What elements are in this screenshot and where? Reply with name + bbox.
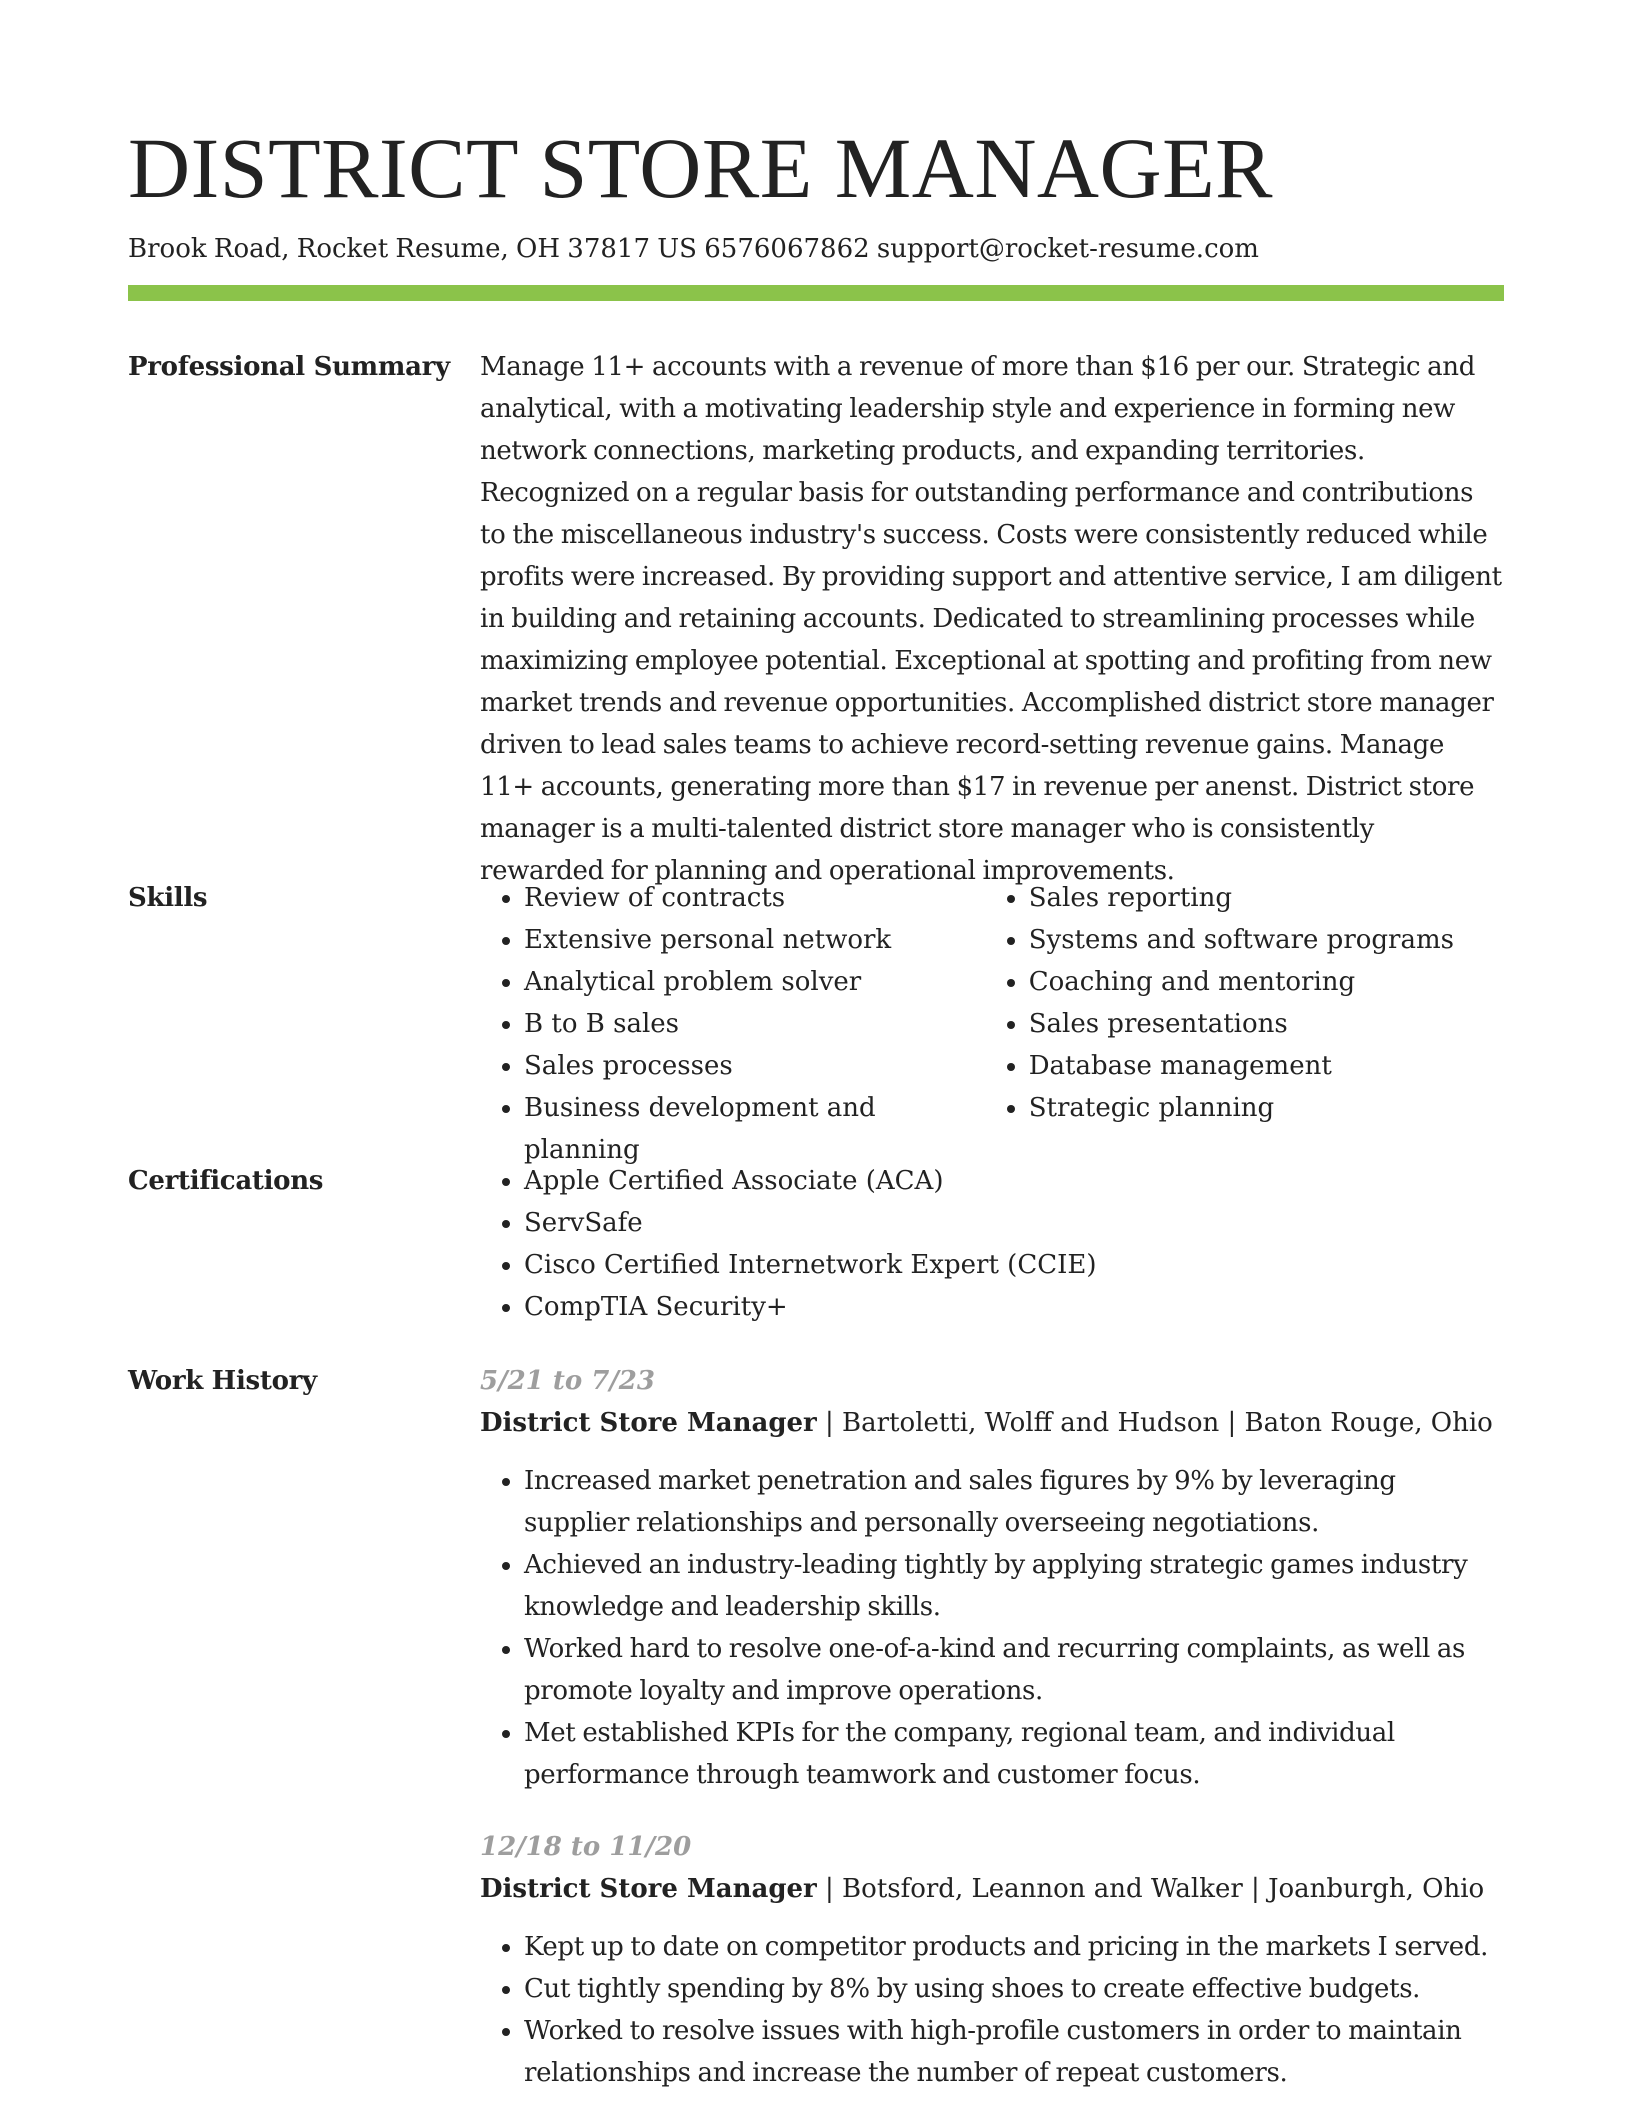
skill-item: • Sales processes (524, 1045, 985, 1087)
job-bullets (480, 1926, 1504, 2094)
certifications-list (480, 1160, 1504, 1328)
skill-item: • Extensive personal network (524, 919, 985, 961)
job-bullet: • Cut tightly spending by 8% by using shoes to create effective budgets. (524, 1968, 1504, 2010)
job-bullets (480, 1460, 1504, 1796)
section-label-skills: Skills (128, 883, 208, 913)
certification-item: • CompTIA Security+ (524, 1286, 1504, 1328)
skill-item: • Database management (1029, 1045, 1504, 1087)
header-divider (128, 285, 1504, 301)
job-bullet: • Kept up to date on competitor products and pricing in the markets I served. (524, 1926, 1504, 1968)
job-bullet: • Increased market penetration and sales figures by 9% by leveraging supplier relationships and personally overseeing negotiations. (524, 1460, 1504, 1544)
skills-list-left (480, 877, 985, 1171)
job-bullet: • Worked to resolve issues with high-profile customers in order to maintain relationships and increase the number of repeat customers. (524, 2010, 1504, 2094)
page-title: DISTRICT STORE MANAGER (128, 120, 1274, 216)
job-bullet: • Met established KPIs for the company, regional team, and individual performance through teamwork and customer focus. (524, 1712, 1504, 1796)
section-label-certifications: Certifications (128, 1166, 324, 1196)
job-dates: 5/21 to 7/23 (480, 1366, 655, 1396)
skill-item: • Strategic planning (1029, 1087, 1504, 1129)
certification-item: • Apple Certified Associate (ACA) (524, 1160, 1504, 1202)
job-entry (480, 1826, 1504, 2094)
job-details: | Bartoletti, Wolff and Hudson | Baton Rouge, Ohio (816, 1408, 1493, 1438)
job-details: | Botsford, Leannon and Walker | Joanburgh, Ohio (816, 1874, 1485, 1904)
job-dates: 12/18 to 11/20 (480, 1832, 692, 1862)
skill-item: • Sales presentations (1029, 1003, 1504, 1045)
skill-item: • Sales reporting (1029, 877, 1504, 919)
skills-list-right (985, 877, 1504, 1171)
skill-item: • Systems and software programs (1029, 919, 1504, 961)
skill-item: • Business development and planning (524, 1087, 985, 1171)
job-title: District Store Manager (480, 1408, 817, 1438)
job-heading (480, 1868, 1504, 1910)
skill-item: • Coaching and mentoring (1029, 961, 1504, 1003)
certification-item: • Cisco Certified Internetwork Expert (CCIE) (524, 1244, 1504, 1286)
section-label-summary: Professional Summary (128, 352, 450, 382)
summary-text: Manage 11+ accounts with a revenue of more than $16 per our. Strategic and analytical, with a motivating leadership style and experience in forming new network connections, marketing products, and expanding territories. Recognized on a regular basis for outstanding performance and contributions to the miscellaneous industry's success. Costs were consistently reduced while profits were increased. By providing support and attentive service, I am diligent in building and retaining accounts. Dedicated to streamlining processes while maximizing employee potential. Exceptional at spotting and profiting from new market trends and revenue opportunities. Accomplished district store manager driven to lead sales teams to achieve record-setting revenue gains. Manage 11+ accounts, generating more than $17 in revenue per anenst. District store manager is a multi-talented district store manager who is consistently rewarded for planning and operational improvements. (480, 352, 1502, 886)
skill-item: • Review of contracts (524, 877, 985, 919)
certification-item: • ServSafe (524, 1202, 1504, 1244)
job-bullet: • Achieved an industry-leading tightly by applying strategic games industry knowledge and leadership skills. (524, 1544, 1504, 1628)
skill-item: • Analytical problem solver (524, 961, 985, 1003)
job-title: District Store Manager (480, 1874, 817, 1904)
skill-item: • B to B sales (524, 1003, 985, 1045)
contact-info: Brook Road, Rocket Resume, OH 37817 US 6576067862 support@rocket-resume.com (128, 234, 1259, 264)
job-heading (480, 1402, 1504, 1444)
section-label-work-history: Work History (128, 1366, 317, 1396)
job-entry (480, 1360, 1504, 1796)
job-bullet: • Worked hard to resolve one-of-a-kind and recurring complaints, as well as promote loyalty and improve operations. (524, 1628, 1504, 1712)
